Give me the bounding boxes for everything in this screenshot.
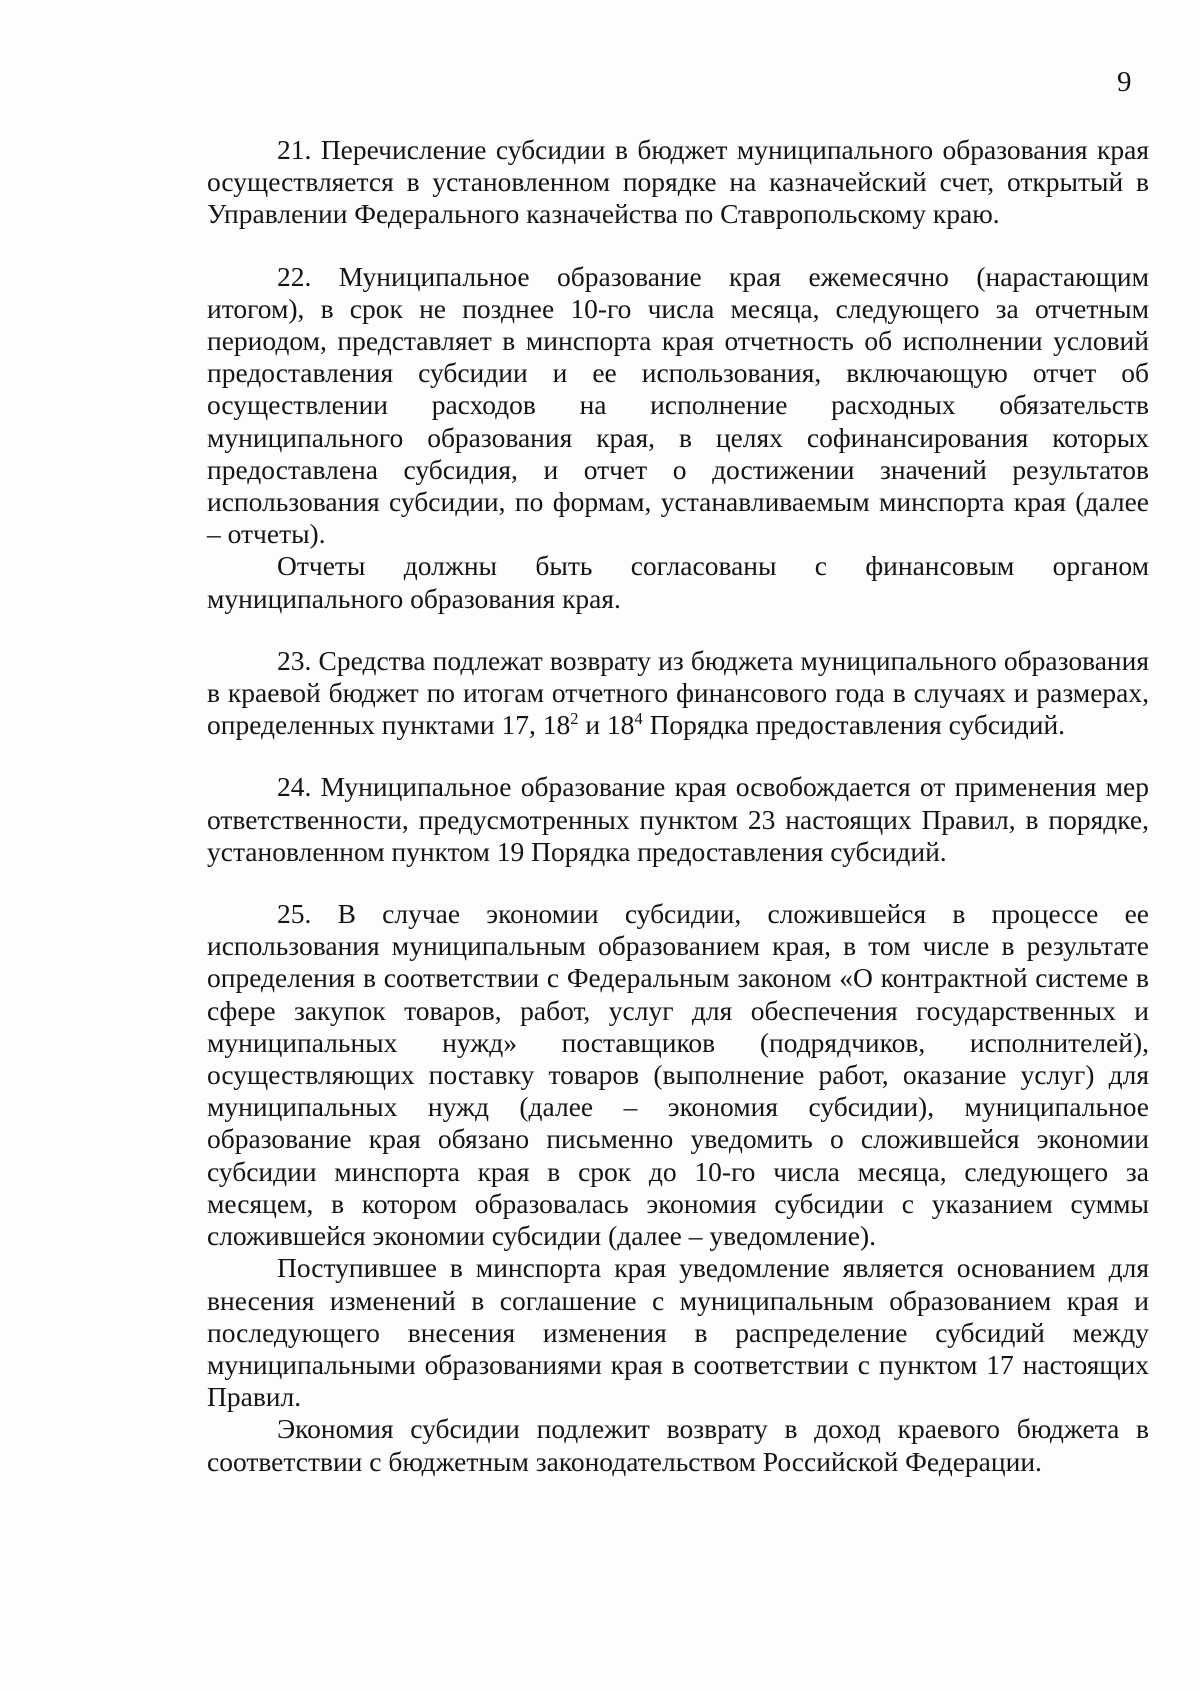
document-body <box>207 134 1149 1478</box>
superscript-4: 4 <box>634 709 643 729</box>
page-number: 9 <box>1117 66 1132 98</box>
paragraph-23-text-start: 23. Средства подлежат возврату из бюджета муниципального образования в краевой бюджет по итогам отчетного финансового года в случаях и размерах, определенных пунктами 17, 18 <box>207 644 1149 741</box>
superscript-2: 2 <box>570 709 579 729</box>
paragraph-25: 25. В случае экономии субсидии, сложившейся в процессе ее использования муниципальным образованием края, в том числе в результате определения в соответствии с Федеральным законом «О контрактной системе в сфере закупок товаров, работ, услуг для обеспечения государственных и муниципальных нужд» поставщиков (подрядчиков, исполнителей), осуществляющих поставку товаров (выполнение работ, оказание услуг) для муниципальных нужд (далее – экономия субсидии), муниципальное образование края обязано письменно уведомить о сложившейся экономии субсидии минспорта края в срок до 10-го числа месяца, следующего за месяцем, в котором образовалась экономия субсидии с указанием суммы сложившейся экономии субсидии (далее – уведомление). <box>207 898 1149 1252</box>
paragraph-22: 22. Муниципальное образование края ежемесячно (нарастающим итогом), в срок не позднее 10-го числа месяца, следующего за отчетным периодом, представляет в минспорта края отчетность об исполнении условий предоставления субсидии и ее использования, включающую отчет об осуществлении расходов на исполнение расходных обязательств муниципального образования края, в целях софинансирования которых предоставлена субсидия, и отчет о достижении значений результатов использования субсидии, по формам, устанавливаемым минспорта края (далее – отчеты). <box>207 260 1149 550</box>
paragraph-22-continued: Отчеты должны быть согласованы с финансовым органом муниципального образования края. <box>207 550 1149 614</box>
paragraph-23-text-middle: и 18 <box>578 709 635 741</box>
paragraph-25-notification: Поступившее в минспорта края уведомление является основанием для внесения изменений в соглашение с муниципальным образованием края и последующего внесения изменения в распределение субсидий между муниципальными образованиями края в соответствии с пунктом 17 настоящих Правил. <box>207 1252 1149 1413</box>
paragraph-23 <box>207 645 1149 742</box>
paragraph-23-text-end: Порядка предоставления субсидий. <box>642 709 1066 741</box>
paragraph-24: 24. Муниципальное образование края освобождается от применения мер ответственности, предусмотренных пунктом 23 настоящих Правил, в порядке, установленном пунктом 19 Порядка предоставления субсидий. <box>207 771 1149 867</box>
paragraph-21: 21. Перечисление субсидии в бюджет муниципального образования края осуществляется в установленном порядке на казначейский счет, открытый в Управлении Федерального казначейства по Ставропольскому краю. <box>207 134 1149 230</box>
paragraph-25-refund: Экономия субсидии подлежит возврату в доход краевого бюджета в соответствии с бюджетным законодательством Российской Федерации. <box>207 1413 1149 1477</box>
